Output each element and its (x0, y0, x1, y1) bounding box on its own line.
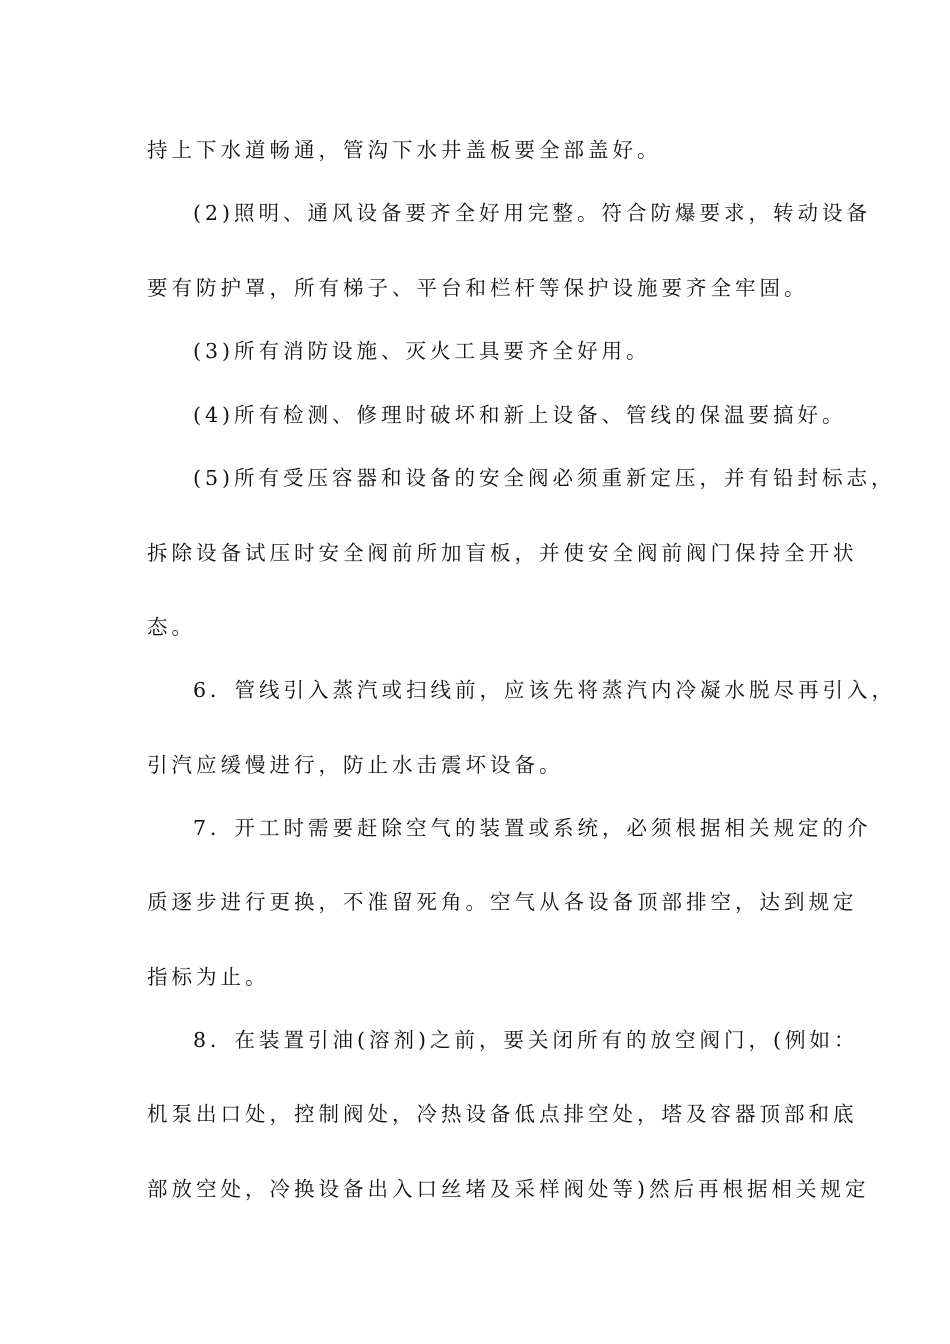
text-line: 持上下水道畅通，管沟下水井盖板要全部盖好。 (147, 138, 662, 162)
text-line: (5)所有受压容器和设备的安全阀必须重新定压，并有铅封标志， (193, 466, 896, 490)
text-line: 机泵出口处，控制阀处，冷热设备低点排空处，塔及容器顶部和底 (147, 1102, 858, 1126)
text-line: 引汽应缓慢进行，防止水击震坏设备。 (147, 753, 564, 777)
text-line: 拆除设备试压时安全阀前所加盲板，并使安全阀前阀门保持全开状 (147, 541, 858, 565)
text-line: (4)所有检测、修理时破坏和新上设备、管线的保温要搞好。 (193, 403, 847, 427)
text-line: 指标为止。 (147, 965, 270, 989)
text-line: 态。 (147, 615, 196, 639)
text-line: 7．开工时需要赶除空气的装置或系统，必须根据相关规定的介 (193, 816, 872, 840)
text-line: 要有防护罩，所有梯子、平台和栏杆等保护设施要齐全牢固。 (147, 276, 809, 300)
text-line: 8．在装置引油(溶剂)之前，要关闭所有的放空阀门，(例如： (193, 1028, 859, 1052)
text-line: 部放空处，冷换设备出入口丝堵及采样阀处等)然后再根据相关规定 (147, 1177, 870, 1201)
text-line: (3)所有消防设施、灭火工具要齐全好用。 (193, 339, 651, 363)
text-line: 6．管线引入蒸汽或扫线前，应该先将蒸汽内冷凝水脱尽再引入， (193, 678, 897, 702)
text-line: (2)照明、通风设备要齐全好用完整。符合防爆要求，转动设备 (193, 201, 872, 225)
text-line: 质逐步进行更换，不准留死角。空气从各设备顶部排空，达到规定 (147, 890, 858, 914)
